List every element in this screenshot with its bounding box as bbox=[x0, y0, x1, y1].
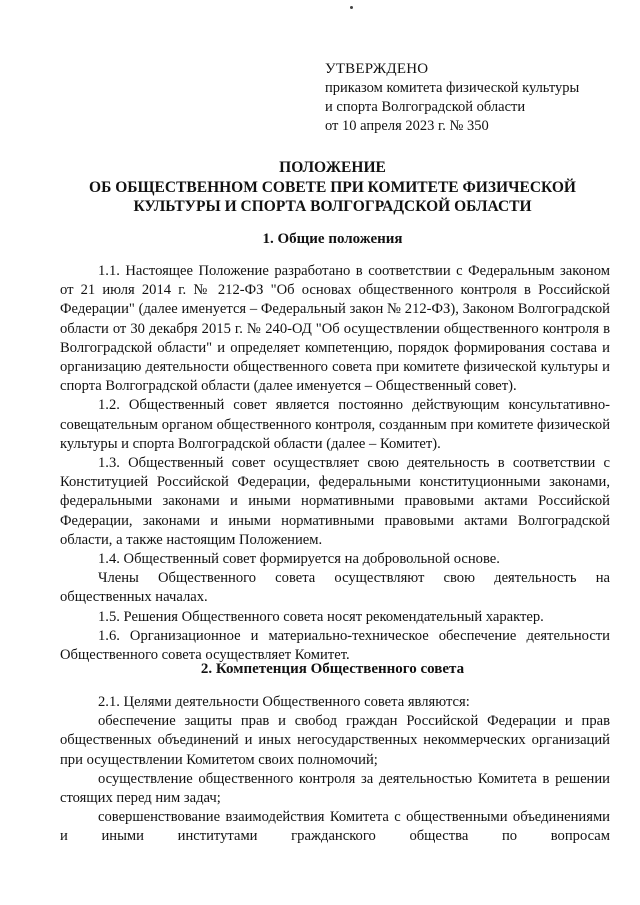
paragraph: 1.1. Настоящее Положение разработано в соответствии с Федеральным законом от 21 июля 2014 г. № 212-ФЗ "Об основах общественного контроля в Российской Федерации" (далее именуется – Федеральный закон № 212-ФЗ), Законом Волгоградской области от 30 декабря 2015 г. № 240-ОД "Об осуществлении общественного контроля в Волгоградской области" и определяет компетенцию, порядок формирования состава и организацию деятельности общественного совета при комитете физической культуры и спорта Волгоградской области (далее именуется – Общественный совет). bbox=[60, 263, 610, 395]
document-title bbox=[60, 158, 605, 217]
section-2-body bbox=[60, 693, 610, 847]
title-line: ПОЛОЖЕНИЕ bbox=[279, 159, 386, 176]
approval-stamp bbox=[325, 60, 625, 136]
approval-heading: УТВЕРЖДЕНО bbox=[325, 61, 429, 77]
section-heading: 1. Общие положения bbox=[262, 231, 403, 247]
paragraph: осуществление общественного контроля за деятельностью Комитета в решении стоящих перед ним задач; bbox=[60, 770, 610, 807]
section-heading: 2. Компетенция Общественного совета bbox=[200, 661, 465, 677]
title-line: ОБ ОБЩЕСТВЕННОМ СОВЕТЕ ПРИ КОМИТЕТЕ ФИЗИЧЕСКОЙ bbox=[89, 178, 576, 196]
scan-speck bbox=[350, 6, 353, 9]
paragraph: 1.4. Общественный совет формируется на добровольной основе. bbox=[98, 551, 500, 568]
paragraph: 1.6. Организационное и материально-техническое обеспечение деятельности Общественного совета осуществляет Комитет. bbox=[60, 627, 610, 664]
paragraph: совершенствование взаимодействия Комитета с общественными объединениями и иными институтами гражданского общества по вопросам bbox=[60, 809, 610, 845]
paragraph: 2.1. Целями деятельности Общественного совета являются: bbox=[98, 694, 470, 710]
paragraph: Члены Общественного совета осуществляют свою деятельность на общественных началах. bbox=[60, 570, 610, 606]
approval-line: и спорта Волгоградской области bbox=[325, 99, 526, 115]
title-line: КУЛЬТУРЫ И СПОРТА ВОЛГОГРАДСКОЙ ОБЛАСТИ bbox=[133, 198, 532, 215]
paragraph: 1.5. Решения Общественного совета носят рекомендательный характер. bbox=[98, 608, 544, 625]
approval-line: приказом комитета физической культуры bbox=[325, 80, 580, 96]
approval-line: от 10 апреля 2023 г. № 350 bbox=[325, 118, 489, 134]
paragraph: 1.2. Общественный совет является постоянно действующим консультативно-совещательным органом общественного контроля, созданным при комитете физической культуры и спорта Волгоградской области (далее – Комитет). bbox=[60, 397, 610, 452]
paragraph: 1.3. Общественный совет осуществляет свою деятельность в соответствии с Конституцией Российской Федерации, федеральными конституционными законами, федеральными законами и иными нормативными правовыми актами Российской Федерации, законами и иными нормативными правовыми актами Волгоградской области, а также настоящим Положением. bbox=[60, 455, 610, 548]
section-1-body bbox=[60, 262, 610, 665]
paragraph: обеспечение защиты прав и свобод граждан Российской Федерации и прав общественных объединений и иных негосударственных некоммерческих организаций при осуществлении Комитетом своих полномочий; bbox=[60, 713, 610, 768]
